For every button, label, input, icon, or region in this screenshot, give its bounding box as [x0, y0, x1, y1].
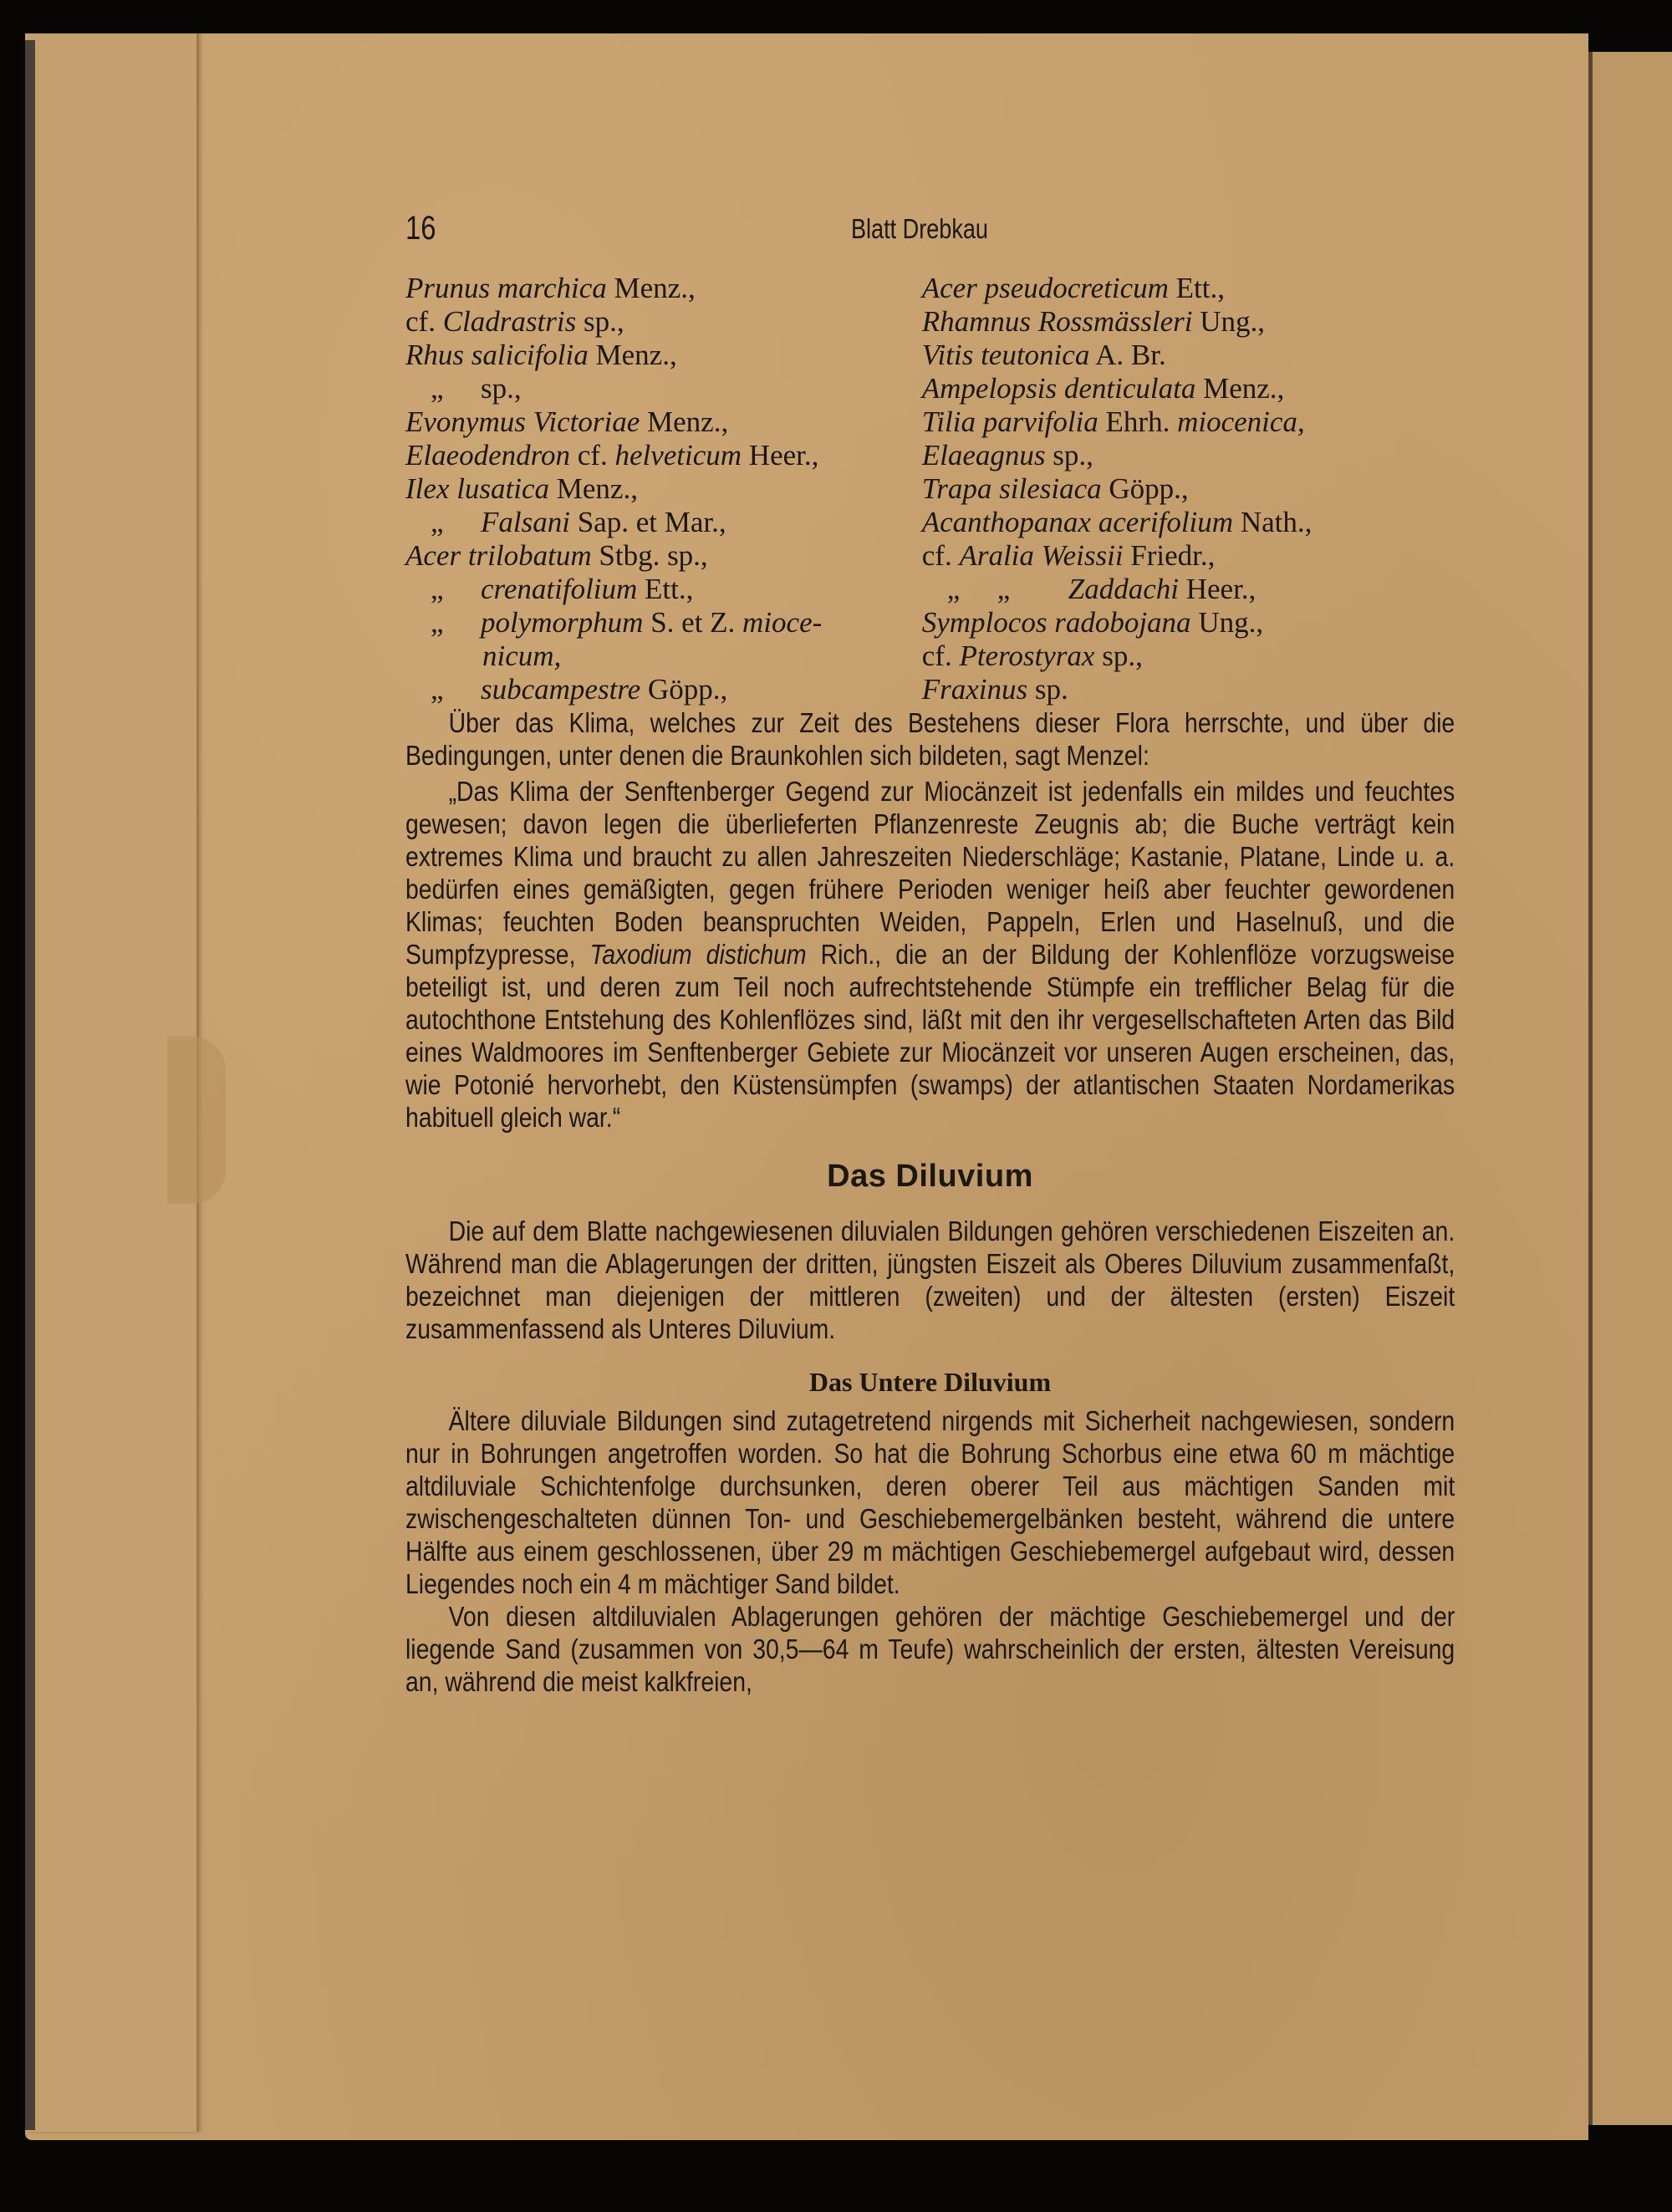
paper-notch	[167, 1037, 226, 1204]
species-entry	[405, 272, 907, 305]
author-abbrev: Göpp.,	[647, 673, 728, 706]
species-column-left	[405, 272, 907, 706]
species-entry	[922, 339, 1455, 372]
genus-name: Acanthopanax	[921, 506, 1091, 538]
genus-name: Elaeodendron	[405, 439, 570, 471]
author-abbrev: Heer.,	[1185, 573, 1257, 605]
genus-name: Elaeagnus	[921, 439, 1046, 471]
right-page-edge	[1588, 52, 1672, 2125]
species-entry	[922, 305, 1455, 339]
author-abbrev: Menz.,	[556, 472, 638, 505]
author-abbrev: Menz.,	[647, 405, 729, 438]
intro-paragraph: Über das Klima, welches zur Zeit des Bestehens dieser Flora herrschte, und über die Bedingungen, unter denen die Braunkohlen sich bildeten, sagt Menzel:	[405, 707, 1455, 771]
genus-name: Prunus	[405, 272, 491, 304]
species-epithet: polymorphum	[481, 606, 644, 639]
author-abbrev: sp.	[1034, 673, 1068, 706]
author-abbrev: Ehrh.	[1105, 405, 1170, 438]
quote-text-1: „Das Klima der Senftenberger Gegend zur Miocänzeit ist jedenfalls ein mildes und feuchtes gewesen; davon legen die überlieferten Pflanzenreste Zeugnis ab; die Buche verträgt kein extremes Klima und braucht zu allen Jahreszeiten Niederschläge; Kastanie, Platane, Linde u. a. bedürfen eines gemäßigten, gegen frühere Perioden weniger heiß aber feuchter gewordenen Klimas; feuchten Boden beanspruchten Weiden, Pappeln, Erlen und Haselnuß, und die Sumpfzypresse,	[405, 776, 1455, 970]
body-text	[405, 706, 1455, 1134]
binding-strip	[25, 40, 35, 2130]
author-abbrev: Friedr.,	[1130, 539, 1216, 572]
species-epithet: marchica	[497, 272, 607, 304]
author-abbrev: sp.,	[481, 372, 522, 405]
author-abbrev: Ung.,	[1198, 606, 1264, 639]
genus-name: Symplocos	[921, 606, 1048, 639]
species-entry	[405, 439, 907, 472]
species-entry	[405, 405, 907, 439]
ditto-mark: „	[997, 573, 1011, 605]
species-entry	[922, 673, 1455, 706]
section-heading: Das Diluvium	[827, 1159, 1033, 1194]
species-epithet: Weissii	[1041, 539, 1124, 572]
author-abbrev: Heer.,	[748, 439, 819, 471]
author-abbrev: Sap. et Mar.,	[577, 506, 726, 538]
ditto-mark: „	[431, 573, 444, 605]
author-abbrev: Ett.,	[1175, 272, 1225, 304]
genus-name: Trapa	[921, 472, 992, 505]
author-abbrev: sp.,	[1053, 439, 1093, 471]
quote-taxon: Taxodium distichum	[589, 939, 807, 970]
species-epithet: Victoriae	[533, 405, 640, 438]
genus-name: Cladrastris	[442, 305, 577, 338]
ditto-mark: „	[431, 606, 444, 639]
species-epithet: teutonica	[981, 339, 1090, 371]
species-entry	[405, 472, 907, 506]
species-entry	[922, 606, 1455, 640]
species-entry	[922, 539, 1455, 573]
genus-name: Acer	[921, 272, 977, 304]
genus-name: Vitis	[921, 339, 974, 371]
species-entry	[405, 339, 907, 372]
variety-name: mioce-	[742, 606, 823, 639]
author-abbrev: sp.,	[583, 305, 624, 338]
variety-name: miocenica,	[1177, 405, 1305, 438]
genus-name: Fraxinus	[921, 673, 1028, 706]
species-entry	[405, 640, 907, 673]
author-abbrev: Menz.,	[595, 339, 677, 371]
species-entry	[922, 472, 1455, 506]
species-entry	[922, 272, 1455, 305]
author-abbrev: Ung.,	[1200, 305, 1266, 338]
species-epithet: pseudocreticum	[984, 272, 1169, 304]
running-title: Blatt Drebkau	[851, 213, 988, 244]
species-epithet: trilobatum	[467, 539, 592, 572]
author-abbrev: S. et Z.	[650, 606, 736, 639]
species-entry	[405, 372, 907, 405]
species-entry	[405, 673, 907, 706]
running-header	[405, 205, 1455, 255]
author-abbrev: Stbg. sp.,	[599, 539, 708, 572]
qualifier: cf.	[921, 640, 952, 672]
author-abbrev: Menz.,	[614, 272, 696, 304]
genus-name: Evonymus	[405, 405, 526, 438]
species-entry	[405, 506, 907, 539]
species-epithet: acerifolium	[1098, 506, 1234, 538]
species-epithet: lusatica	[456, 472, 550, 505]
species-entry	[922, 573, 1455, 606]
species-epithet: silesiaca	[999, 472, 1102, 505]
ditto-mark: „	[431, 372, 444, 405]
species-epithet: Rossmässleri	[1037, 305, 1193, 338]
qualifier: cf.	[921, 539, 952, 572]
species-entry	[922, 372, 1455, 405]
species-entry	[922, 640, 1455, 673]
page-content	[405, 205, 1455, 1698]
species-epithet: subcampestre	[481, 673, 641, 706]
species-entry	[405, 606, 907, 640]
subsection-heading: Das Untere Diluvium	[808, 1367, 1052, 1397]
subsection-paragraph: Von diesen altdiluvialen Ablagerungen gehören der mächtige Geschiebemergel und der liegende Sand (zusammen von 30,5—64 m Teufe) wahrscheinlich der ersten, ältesten Vereisung an, während die meist kalkfreien,	[405, 1601, 1455, 1697]
genus-name: Rhus	[405, 339, 464, 371]
genus-name: Ampelopsis	[921, 372, 1058, 405]
species-epithet: salicifolia	[471, 339, 589, 371]
ditto-mark: „	[431, 506, 444, 538]
genus-name: Aralia	[959, 539, 1034, 572]
menzel-quote	[405, 775, 1455, 1134]
qualifier: cf.	[405, 305, 436, 338]
author-abbrev: Ett.,	[645, 573, 694, 605]
species-continuation: nicum,	[482, 640, 562, 672]
species-entry	[405, 573, 907, 606]
subsection-body	[405, 1404, 1455, 1698]
species-epithet: parvifolia	[982, 405, 1099, 438]
author-abbrev: Göpp.,	[1109, 472, 1189, 505]
section-paragraph: Die auf dem Blatte nachgewiesenen diluvialen Bildungen gehören verschiedenen Eiszeiten an. Während man die Ablagerungen der dritten, jüngsten Eiszeit als Oberes Diluvium zusammenfaßt, bezeichnet man diejenigen der mittleren (zweiten) und der ältesten (ersten) Eiszeit zusammenfassend als Unteres Diluvium.	[405, 1216, 1455, 1344]
ditto-mark: „	[946, 573, 961, 605]
section-body	[405, 1215, 1455, 1345]
species-epithet: Zaddachi	[1068, 573, 1179, 605]
qualifier: cf.	[577, 439, 608, 471]
author-abbrev: sp.,	[1102, 640, 1143, 672]
species-list	[405, 272, 1455, 706]
species-epithet: crenatifolium	[481, 573, 638, 605]
species-epithet: helveticum	[614, 439, 742, 471]
species-epithet: Falsani	[481, 506, 570, 538]
ditto-mark: „	[431, 673, 444, 706]
species-column-right	[922, 272, 1455, 706]
genus-name: Ilex	[405, 472, 450, 505]
species-entry	[405, 539, 907, 573]
species-entry	[405, 305, 907, 339]
author-abbrev: Menz.,	[1203, 372, 1285, 405]
author-abbrev: A. Br.	[1095, 339, 1166, 371]
species-entry	[922, 506, 1455, 539]
quote-text-2: Rich., die an der Bildung der Kohlenflöze vorzugsweise beteiligt ist, und deren zum Teil noch aufrechtstehende Stümpfe ein trefflicher Belag für die autochthone Entstehung des Kohlenflözes sind, läßt mit den ihr vergesellschafteten Arten das Bild eines Waldmoores im Senftenberger Gebiete zur Miocänzeit vor unseren Augen erscheinen, das, wie Potonié hervorhebt, den Küstensümpfen (swamps) der atlantischen Staaten Nordamerikas habituell gleich war.“	[405, 939, 1455, 1133]
author-abbrev: Nath.,	[1240, 506, 1313, 538]
genus-name: Rhamnus	[921, 305, 1032, 338]
genus-name: Acer	[405, 539, 461, 572]
page-number: 16	[405, 210, 436, 247]
species-entry	[922, 439, 1455, 472]
subsection-paragraph: Ältere diluviale Bildungen sind zutagetretend nirgends mit Sicherheit nachgewiesen, sondern nur in Bohrungen angetroffen worden. So hat die Bohrung Schorbus eine etwa 60 m mächtige altdiluviale Schichtenfolge durchsunken, deren oberer Teil aus mächtigen Sanden mit zwischengeschalteten dünnen Ton- und Geschiebemergelbänken besteht, während die untere Hälfte aus einem geschlossenen, über 29 m mächtigen Geschiebemergel aufgebaut wird, dessen Liegendes noch ein 4 m mächtiger Sand bildet.	[405, 1405, 1455, 1599]
species-entry	[922, 405, 1455, 439]
genus-name: Pterostyrax	[959, 640, 1095, 672]
species-epithet: denticulata	[1063, 372, 1196, 405]
species-epithet: radobojana	[1054, 606, 1191, 639]
genus-name: Tilia	[921, 405, 976, 438]
